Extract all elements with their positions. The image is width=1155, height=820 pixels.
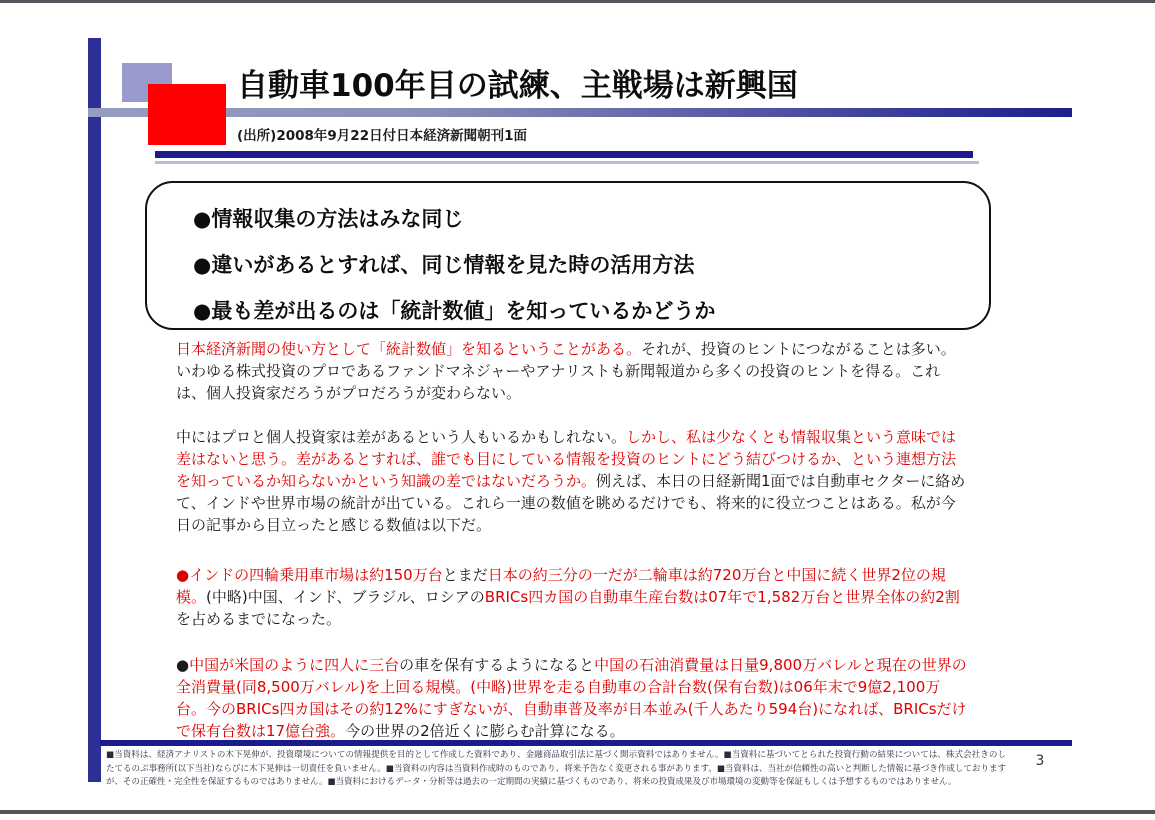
footer-navy-rule [100,740,1072,746]
page-number: 3 [1035,753,1045,769]
body-paragraph-4: ●中国が米国のように四人に三台の車を保有するようになると中国の石油消費量は日量9,800万バレルと現在の世界の全消費量(同8,500万バレル)を上回る規模。(中略)世界を走る自動車の合計台数(保有台数)は06年末で9億2,100万台。今のBRICs四カ国はその約12%にすぎないが、自動車普及率が日本並み(千人あたり594台)になれば、BRICsだけで保有台数は17億台強。今の世界の2倍近くに膨らむ計算になる。 [176,656,967,740]
source-citation: (出所)2008年9月22日付日本経済新聞朝刊1面 [237,128,527,144]
key-point-1: ●情報収集の方法はみな同じ [193,207,464,231]
bottom-edge-bar [0,810,1155,814]
red-square-decoration [148,84,226,145]
header-gradient-rule [88,108,1072,117]
key-point-3: ●最も差が出るのは「統計数値」を知っているかどうか [193,299,716,323]
body-paragraph-3: ●インドの四輪乗用車市場は約150万台とまだ日本の約三分の一だが二輪車は約720万台と中国に続く世界2位の規模。(中略)中国、インド、ブラジル、ロシアのBRICs四カ国の自動車生産台数は07年で1,582万台と世界全体の約2割を占めるまでになった。 [176,566,960,628]
footer-disclaimer: ■当資料は、経済アナリストの木下晃伸が、投資環境についての情報提供を目的として作成した資料であり、金融商品取引法に基づく開示資料ではありません。■当資料に基づいてとられた投資行動の結果については、株式会社きのしたてるのぶ事務所(以下当社)ならびに木下晃伸は一切責任を負いません。■当資料の内容は当資料作成時のものであり、将来予告なく変更される事があります。■当資料は、当社が信頼性の高いと判断した情報に基づき作成しておりますが、その正確性・完全性を保証するものではありません。■当資料におけるデータ・分析等は過去の一定期間の実績に基づくものであり、将来の投資成果及び市場環境の変動等を保証もしくは予想するものではありません。 [106,750,1006,787]
subheader-gray-rule [155,161,979,164]
page-title: 自動車100年目の試練、主戦場は新興国 [237,68,798,104]
body-paragraph-1: 日本経済新聞の使い方として「統計数値」を知るということがある。それが、投資のヒントにつながることは多い。いわゆる株式投資のプロであるファンドマネジャーやアナリストも新聞報道から多くの投資のヒントを得る。これは、個人投資家だろうがプロだろうが変わらない。 [176,340,956,402]
subheader-navy-rule [155,151,973,158]
left-vertical-accent-bar [88,38,101,782]
key-points-box [145,181,991,330]
body-paragraph-2: 中にはプロと個人投資家は差があるという人もいるかもしれない。しかし、私は少なくとも情報収集という意味では差はないと思う。差があるとすれば、誰でも目にしている情報を投資のヒントにどう結びつけるか、という連想方法を知っているか知らないかという知識の差ではないだろうか。例えば、本日の日経新聞1面では自動車セクターに絡めて、インドや世界市場の統計が出ている。これら一連の数値を眺めるだけでも、将来的に役立つことはある。私が今日の記事から目立ったと感じる数値は以下だ。 [176,428,966,534]
key-point-2: ●違いがあるとすれば、同じ情報を見た時の活用方法 [193,253,695,277]
top-edge-bar [0,0,1155,3]
